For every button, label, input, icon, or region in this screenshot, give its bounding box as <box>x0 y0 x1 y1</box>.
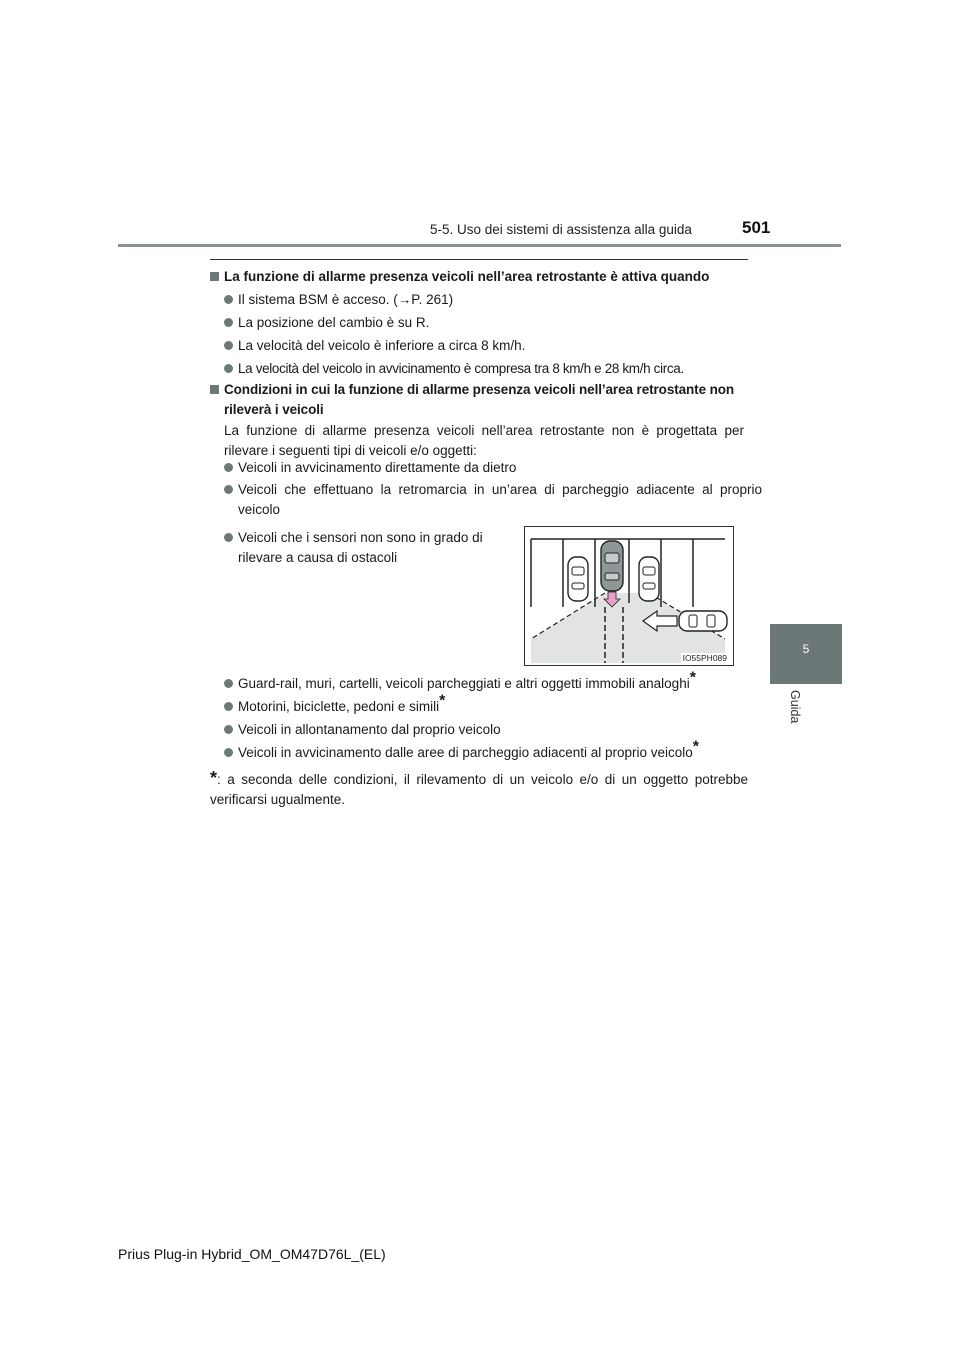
chapter-label-text: Guida <box>788 690 802 724</box>
footnote <box>210 768 748 810</box>
section-heading-conditions: Condizioni in cui la funzione di allarme presenza veicoli nell’area retrostante non rileverà i veicoli <box>210 380 750 420</box>
header-rule <box>118 244 841 247</box>
parking-diagram-svg <box>525 527 733 665</box>
chapter-tab <box>770 624 842 684</box>
footnote-text: : a seconda delle condizioni, il rilevamento di un veicolo e/o di un oggetto potrebbe verificarsi ugualmente. <box>210 772 748 807</box>
list-item: Veicoli in avvicinamento dalle aree di parcheggio adiacenti al proprio veicolo* <box>224 743 748 763</box>
intro-paragraph: La funzione di allarme presenza veicoli nell’area retrostante non è progettata per rilevare i seguenti tipi di veicoli e/o oggetti: <box>224 423 744 458</box>
list-item: Il sistema BSM è acceso. (→P. 261) <box>224 290 748 310</box>
circle-bullet-icon <box>224 748 233 757</box>
figure-id: IO55PH089 <box>682 653 727 663</box>
list-item: Veicoli che effettuano la retromarcia in un’area di parcheggio adiacente al proprio veicolo <box>224 480 762 520</box>
list-item: La posizione del cambio è su R. <box>224 313 748 333</box>
list-item: Guard-rail, muri, cartelli, veicoli parcheggiati e altri oggetti immobili analoghi* <box>224 674 748 694</box>
footer-text: Prius Plug-in Hybrid_OM_OM47D76L_(EL) <box>118 1246 386 1262</box>
circle-bullet-icon <box>224 318 233 327</box>
own-vehicle <box>601 541 623 591</box>
circle-bullet-icon <box>224 679 233 688</box>
page-number: 501 <box>742 218 771 237</box>
circle-bullet-icon <box>224 341 233 350</box>
footnote-asterisk: * <box>689 669 696 687</box>
section-title: 5-5. Uso dei sistemi di assistenza alla guida <box>430 222 692 237</box>
list-item: Veicoli in avvicinamento direttamente da dietro <box>224 458 748 478</box>
footnote-marker: * <box>210 768 218 788</box>
parked-car-right <box>639 557 659 601</box>
circle-bullet-icon <box>224 295 233 304</box>
list-item: Veicoli che i sensori non sono in grado di rilevare a causa di ostacoli <box>224 528 524 568</box>
list-item: Veicoli in allontanamento dal proprio veicolo <box>224 720 748 740</box>
parking-illustration <box>524 526 734 666</box>
circle-bullet-icon <box>224 725 233 734</box>
list-item: La velocità del veicolo è inferiore a circa 8 km/h. <box>224 336 748 356</box>
square-bullet-icon <box>210 385 219 394</box>
chapter-label <box>788 690 802 740</box>
content-rule <box>210 259 748 260</box>
list-item: Motorini, biciclette, pedoni e simili* <box>224 697 748 717</box>
footnote-asterisk: * <box>692 738 700 756</box>
approaching-vehicle <box>679 611 727 631</box>
circle-bullet-icon <box>224 533 233 542</box>
circle-bullet-icon <box>224 702 233 711</box>
circle-bullet-icon <box>224 485 233 494</box>
chapter-number: 5 <box>802 642 810 656</box>
parked-car-left <box>568 557 588 601</box>
square-bullet-icon <box>210 272 219 281</box>
list-item: La velocità del veicolo in avvicinamento è compresa tra 8 km/h e 28 km/h circa. <box>224 359 748 379</box>
section-heading-active: La funzione di allarme presenza veicoli nell’area retrostante è attiva quando <box>210 267 750 287</box>
circle-bullet-icon <box>224 364 233 373</box>
circle-bullet-icon <box>224 463 233 472</box>
footnote-asterisk: * <box>439 692 446 710</box>
